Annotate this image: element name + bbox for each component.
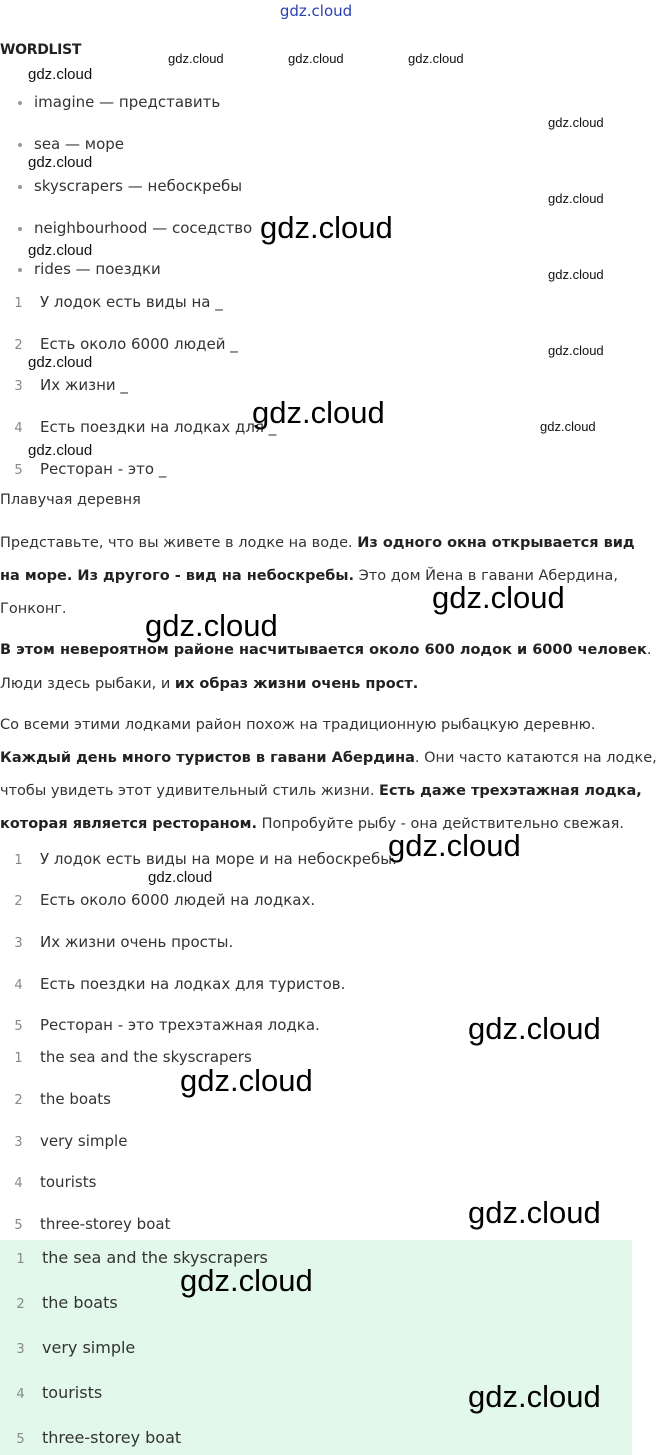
wordlist-item: sea — море xyxy=(18,135,124,153)
answer-box-item: 5 three-storey boat xyxy=(16,1428,182,1447)
watermark: gdz.cloud xyxy=(548,191,604,206)
answer-box-item: 3 very simple xyxy=(16,1338,136,1357)
text-title: Плавучая деревня xyxy=(0,492,141,508)
watermark: gdz.cloud xyxy=(260,210,393,245)
watermark: gdz.cloud xyxy=(468,1011,601,1046)
watermark: gdz.cloud xyxy=(548,115,604,130)
watermark: gdz.cloud xyxy=(408,51,464,66)
task-item: 3 Их жизни _ xyxy=(14,376,128,394)
completed-item: 2 Есть около 6000 людей на лодках. xyxy=(14,891,316,909)
watermark: gdz.cloud xyxy=(388,828,521,863)
wordlist-heading: WORDLIST xyxy=(0,42,82,58)
watermark: gdz.cloud xyxy=(28,442,93,459)
watermark: gdz.cloud xyxy=(28,154,93,171)
task-item: 2 Есть около 6000 людей _ xyxy=(14,335,238,353)
watermark: gdz.cloud xyxy=(548,267,604,282)
wordlist-item: skyscrapers — небоскребы xyxy=(18,177,242,195)
completed-item: 4 Есть поездки на лодках для туристов. xyxy=(14,975,346,993)
answer-item: 2 the boats xyxy=(14,1090,111,1108)
watermark: gdz.cloud xyxy=(180,1263,313,1298)
answer-box-item: 1 the sea and the skyscrapers xyxy=(16,1248,268,1267)
answer-box-item: 2 the boats xyxy=(16,1293,118,1312)
completed-item: 3 Их жизни очень просты. xyxy=(14,933,234,951)
completed-item: 1 У лодок есть виды на море и на небоскребы. xyxy=(14,850,397,868)
answer-box-item: 4 tourists xyxy=(16,1383,103,1402)
watermark: gdz.cloud xyxy=(168,51,224,66)
wordlist-item: imagine — представить xyxy=(18,93,220,111)
watermark: gdz.cloud xyxy=(28,66,93,83)
watermark: gdz.cloud xyxy=(180,1063,313,1098)
watermark: gdz.cloud xyxy=(432,580,565,615)
watermark: gdz.cloud xyxy=(468,1379,601,1414)
watermark: gdz.cloud xyxy=(28,242,93,259)
completed-item: 5 Ресторан - это трехэтажная лодка. xyxy=(14,1016,320,1034)
answer-item: 4 tourists xyxy=(14,1173,97,1191)
watermark: gdz.cloud xyxy=(252,395,385,430)
answer-item: 3 very simple xyxy=(14,1132,128,1150)
task-item: 5 Ресторан - это _ xyxy=(14,460,167,478)
text-paragraph: В этом невероятном районе насчитывается около 600 лодок и 6000 человек. xyxy=(0,642,652,658)
watermark: gdz.cloud xyxy=(288,51,344,66)
task-item: 4 Есть поездки на лодках для _ xyxy=(14,418,277,436)
top-watermark: gdz.cloud xyxy=(279,2,353,20)
watermark: gdz.cloud xyxy=(548,343,604,358)
text-paragraph: Представьте, что вы живете в лодке на воде. Из одного окна открывается вид на море. Из другого - вид на небоскребы. Это дом Йена в гавани Абердина, Гонконг. xyxy=(0,535,635,617)
text-paragraph: Люди здесь рыбаки, и их образ жизни очень прост. xyxy=(0,676,419,692)
watermark: gdz.cloud xyxy=(148,869,213,886)
watermark: gdz.cloud xyxy=(145,608,278,643)
answer-item: 5 three-storey boat xyxy=(14,1215,171,1233)
wordlist-item: neighbourhood — соседство xyxy=(18,219,252,237)
watermark: gdz.cloud xyxy=(540,419,596,434)
watermark: gdz.cloud xyxy=(28,354,93,371)
task-item: 1 У лодок есть виды на _ xyxy=(14,293,223,311)
watermark: gdz.cloud xyxy=(468,1195,601,1230)
text-paragraph: Со всеми этими лодками район похож на традиционную рыбацкую деревню. Каждый день много туристов в гавани Абердина. Они часто катаются на лодке, чтобы увидеть этот удивительный стиль жизни. Есть даже трехэтажная лодка, которая является рестораном. Попробуйте рыбу - она действительно свежая. xyxy=(0,717,657,832)
wordlist-item: rides — поездки xyxy=(18,260,161,278)
answer-item: 1 the sea and the skyscrapers xyxy=(14,1048,252,1066)
